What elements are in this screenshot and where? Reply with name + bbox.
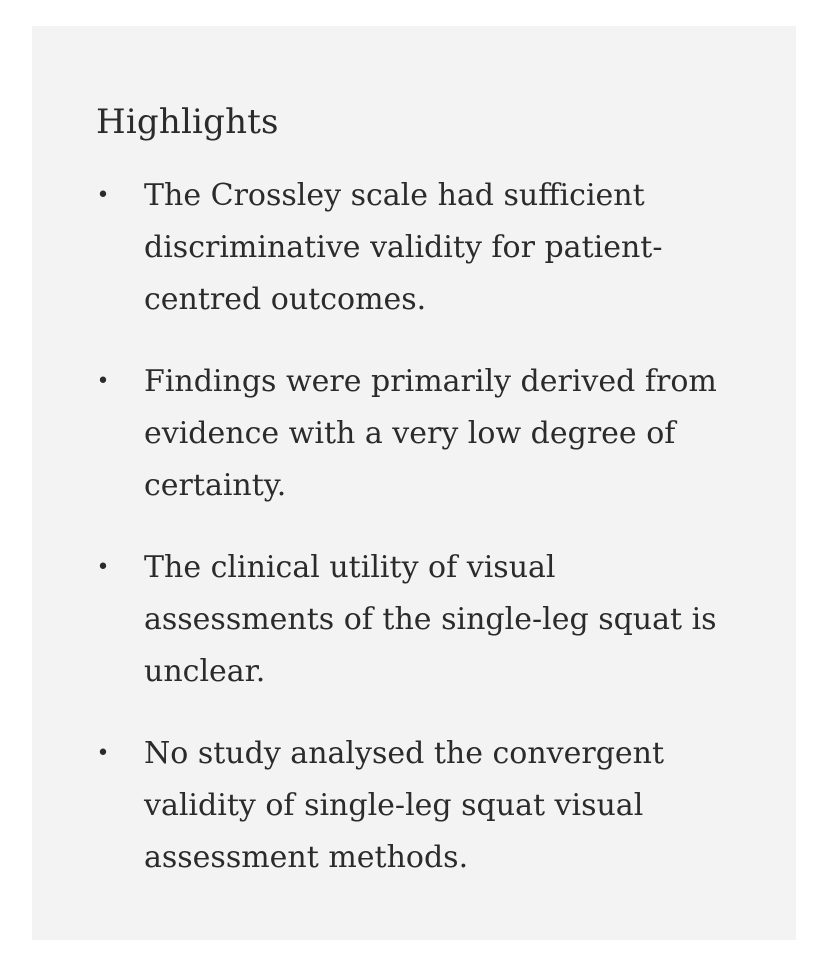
bullet-icon: • [96, 183, 110, 208]
highlights-list [96, 170, 726, 884]
highlight-text: The clinical utility of visual assessments of the single-leg squat is unclear. [144, 550, 717, 689]
highlights-title: Highlights [96, 102, 279, 142]
highlights-panel [32, 26, 796, 940]
list-item [96, 542, 726, 698]
list-item [96, 728, 726, 884]
highlight-text: Findings were primarily derived from evidence with a very low degree of certainty. [144, 364, 717, 503]
highlight-text: The Crossley scale had sufficient discriminative validity for patient-centred outcomes. [144, 178, 663, 317]
list-item [96, 356, 726, 512]
list-item [96, 170, 726, 326]
bullet-icon: • [96, 555, 110, 580]
bullet-icon: • [96, 369, 110, 394]
bullet-icon: • [96, 741, 110, 766]
highlight-text: No study analysed the convergent validity of single-leg squat visual assessment methods. [144, 736, 665, 875]
